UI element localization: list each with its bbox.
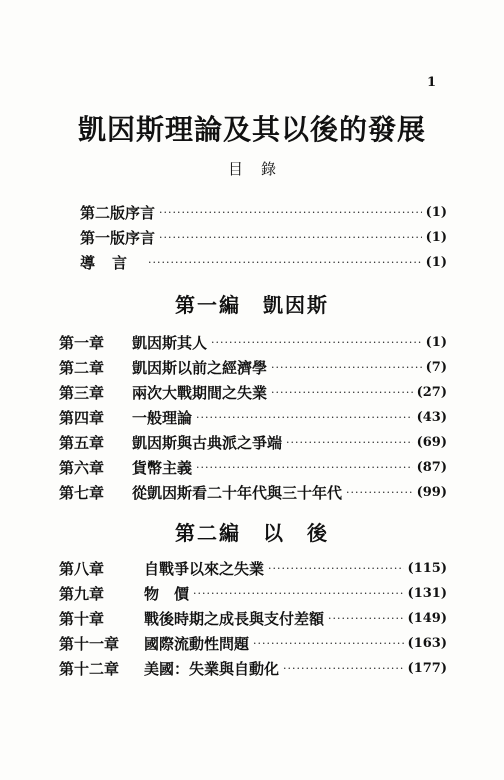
page-number: 1 bbox=[427, 75, 437, 90]
chapter-label: 第一章 bbox=[59, 333, 105, 352]
toc-entry-chapter-11[interactable] bbox=[59, 631, 447, 655]
entry-page: (7) bbox=[425, 359, 447, 375]
entry-page: (149) bbox=[407, 610, 447, 626]
chapter-label: 第六章 bbox=[59, 458, 105, 477]
entry-title: 物 價 bbox=[144, 584, 190, 603]
book-title: 凱因斯理論及其以後的發展 bbox=[77, 113, 426, 146]
entry-title: 凱因斯與古典派之爭端 bbox=[132, 433, 283, 452]
entry-title: 自戰爭以來之失業 bbox=[144, 559, 265, 578]
chapter-label: 第八章 bbox=[59, 559, 105, 578]
entry-page: (27) bbox=[416, 384, 447, 400]
dot-leader bbox=[286, 436, 413, 449]
toc-entry-preface-first-edition[interactable] bbox=[80, 225, 447, 249]
toc-entry-chapter-9[interactable] bbox=[59, 581, 447, 605]
entry-title: 一般理論 bbox=[132, 408, 193, 427]
entry-title: 從凱因斯看二十年代與三十年代 bbox=[132, 483, 343, 502]
toc-entry-chapter-5[interactable] bbox=[59, 430, 447, 454]
part-one-title: 第一編 凱因斯 bbox=[175, 293, 329, 317]
chapter-label: 第九章 bbox=[59, 584, 105, 603]
entry-title: 第一版序言 bbox=[80, 228, 156, 247]
entry-page: (1) bbox=[425, 229, 447, 245]
entry-page: (131) bbox=[407, 585, 447, 601]
entry-title: 美國：失業與自動化 bbox=[144, 659, 280, 678]
toc-entry-chapter-7[interactable] bbox=[59, 480, 447, 504]
dot-leader bbox=[196, 461, 413, 474]
entry-page: (1) bbox=[425, 334, 447, 350]
toc-entry-chapter-6[interactable] bbox=[59, 455, 447, 479]
entry-page: (163) bbox=[407, 635, 447, 651]
toc-entry-chapter-12[interactable] bbox=[59, 656, 447, 680]
dot-leader bbox=[346, 486, 413, 499]
entry-title: 戰後時期之成長與支付差額 bbox=[144, 609, 325, 628]
chapter-label: 第十一章 bbox=[59, 634, 120, 653]
entry-title: 國際流動性問題 bbox=[144, 634, 250, 653]
dot-leader bbox=[283, 662, 404, 675]
chapter-label: 第二章 bbox=[59, 358, 105, 377]
entry-title: 凱因斯其人 bbox=[132, 333, 208, 352]
dot-leader bbox=[148, 256, 422, 269]
entry-page: (43) bbox=[416, 409, 447, 425]
toc-entry-chapter-4[interactable] bbox=[59, 405, 447, 429]
dot-leader bbox=[328, 612, 404, 625]
toc-entry-preface-second-edition[interactable] bbox=[80, 200, 447, 224]
entry-page: (1) bbox=[425, 204, 447, 220]
chapter-label: 第四章 bbox=[59, 408, 105, 427]
entry-title: 兩次大戰期間之失業 bbox=[132, 383, 268, 402]
entry-page: (115) bbox=[407, 560, 447, 576]
dot-leader bbox=[159, 231, 422, 244]
dot-leader bbox=[268, 562, 404, 575]
chapter-label: 第三章 bbox=[59, 383, 105, 402]
part-two-title: 第二編 以 後 bbox=[175, 521, 329, 545]
entry-page: (87) bbox=[416, 459, 447, 475]
dot-leader bbox=[193, 587, 404, 600]
dot-leader bbox=[271, 361, 422, 374]
entry-title: 凱因斯以前之經濟學 bbox=[132, 358, 268, 377]
dot-leader bbox=[196, 411, 413, 424]
chapter-label: 第十二章 bbox=[59, 659, 120, 678]
entry-page: (177) bbox=[407, 660, 447, 676]
chapter-label: 第五章 bbox=[59, 433, 105, 452]
entry-page: (69) bbox=[416, 434, 447, 450]
toc-entry-chapter-1[interactable] bbox=[59, 330, 447, 354]
dot-leader bbox=[159, 206, 422, 219]
toc-entry-chapter-2[interactable] bbox=[59, 355, 447, 379]
entry-title: 導言 bbox=[80, 253, 145, 272]
entry-page: (99) bbox=[416, 484, 447, 500]
toc-entry-chapter-10[interactable] bbox=[59, 606, 447, 630]
dot-leader bbox=[253, 637, 404, 650]
entry-title: 第二版序言 bbox=[80, 203, 156, 222]
dot-leader bbox=[211, 336, 422, 349]
entry-page: (1) bbox=[425, 254, 447, 270]
chapter-label: 第十章 bbox=[59, 609, 105, 628]
toc-entry-chapter-8[interactable] bbox=[59, 556, 447, 580]
toc-heading: 目錄 bbox=[227, 160, 294, 178]
entry-title: 貨幣主義 bbox=[132, 458, 193, 477]
toc-entry-introduction[interactable] bbox=[80, 250, 447, 274]
chapter-label: 第七章 bbox=[59, 483, 105, 502]
dot-leader bbox=[271, 386, 413, 399]
toc-entry-chapter-3[interactable] bbox=[59, 380, 447, 404]
